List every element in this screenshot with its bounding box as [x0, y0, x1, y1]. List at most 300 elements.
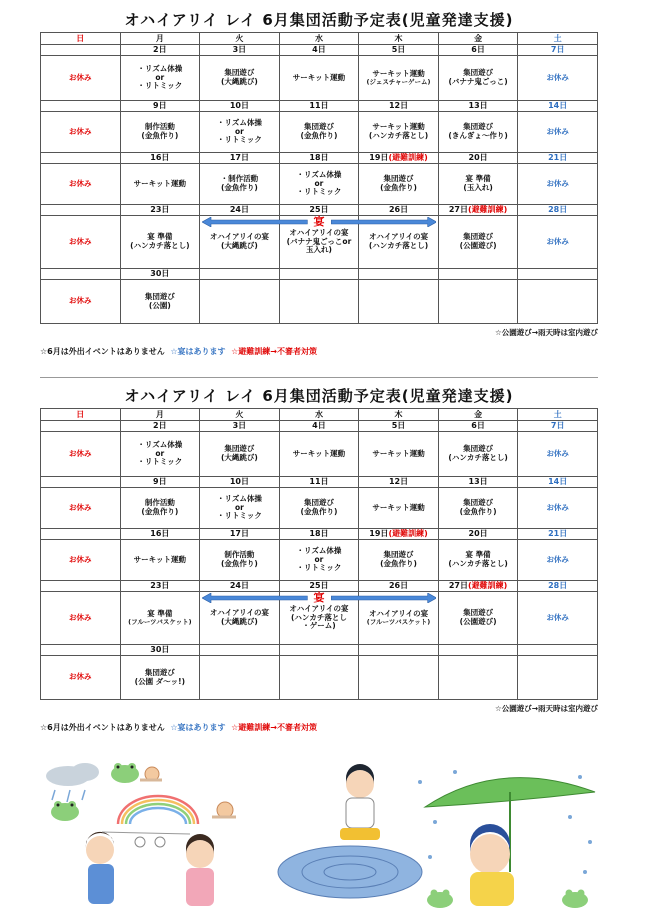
activity-line: ・リトミック: [216, 135, 262, 145]
activity-line: サーキット運動: [292, 72, 346, 82]
activity-line: (公園 ダ〜ッ!): [134, 676, 186, 686]
date-cell: 5日: [359, 45, 439, 56]
arrow-left-icon: [202, 593, 307, 603]
date-cell: 25日: [279, 581, 359, 592]
activity-cell: [438, 592, 518, 645]
activity-line: 集団遊び: [463, 122, 494, 132]
activity-row: [41, 540, 598, 581]
activity-line: or: [314, 178, 324, 188]
activity-line: 集団遊び: [383, 550, 414, 560]
date-cell: 11日: [279, 101, 359, 112]
activity-line: サーキット運動: [372, 68, 425, 78]
activity-cell: [518, 216, 598, 269]
date-cell: 13日: [438, 477, 518, 488]
date-cell: 16日: [120, 529, 200, 540]
rain-note: ☆公園遊び→雨天時は室内遊び: [494, 328, 598, 337]
activity-line: お休み: [546, 554, 569, 564]
date-cell: 14日: [518, 477, 598, 488]
footer-drill: ☆避難訓練→不審者対策: [231, 347, 317, 356]
activity-line: サーキット運動: [133, 178, 187, 188]
activity-line: お休み: [546, 612, 569, 622]
activity-line: 集団遊び: [224, 444, 255, 454]
weekday-header: 日: [41, 409, 121, 421]
weekday-header: 月: [120, 409, 200, 421]
activity-line: (金魚作り): [141, 507, 179, 516]
activity-cell: [41, 540, 121, 581]
date-cell: [41, 269, 121, 280]
date-number: 27日: [448, 581, 468, 591]
banquet-label: 宴: [313, 590, 325, 604]
activity-line: (公園遊び): [459, 241, 497, 250]
activity-line: お休み: [69, 236, 92, 246]
activity-line: (ハンカチ落とし: [291, 612, 347, 622]
banquet-label: 宴: [313, 214, 325, 228]
activity-cell: [41, 56, 121, 101]
weekday-header: 水: [279, 409, 359, 421]
footer-notes: [40, 722, 598, 733]
footer-no-outing: ☆6月は外出イベントはありません: [40, 347, 165, 356]
footer-banquet: ☆宴はあります: [170, 723, 226, 732]
date-cell: 9日: [120, 101, 200, 112]
activity-cell: [120, 656, 200, 700]
frog-icon: [562, 890, 588, 909]
activity-cell: [359, 280, 439, 324]
activity-cell: [120, 592, 200, 645]
activity-line: ・リズム体操: [137, 440, 183, 450]
activity-line: ・リトミック: [296, 563, 342, 573]
activity-cell: [41, 488, 121, 529]
activity-line: (フルーツバスケット): [128, 617, 192, 626]
activity-cell: [518, 592, 598, 645]
date-row: [41, 45, 598, 56]
activity-line: (バナナ鬼ごっこ): [448, 77, 508, 86]
activity-line: (金魚作り): [141, 131, 179, 140]
date-cell: 20日: [438, 153, 518, 164]
date-cell: 10日: [200, 101, 280, 112]
date-cell: 30日: [120, 269, 200, 280]
activity-cell: [120, 540, 200, 581]
activity-line: オハイアリイの宴: [368, 232, 429, 242]
activity-row: [41, 164, 598, 205]
activity-line: 集団遊び: [463, 608, 494, 618]
section-divider: [40, 377, 598, 378]
date-cell: 20日: [438, 529, 518, 540]
drill-badge: (避難訓練): [468, 581, 508, 591]
activity-cell: [359, 432, 439, 477]
date-cell: [438, 581, 518, 592]
activity-line: 制作活動: [144, 122, 175, 132]
date-cell: 13日: [438, 101, 518, 112]
activity-cell: [41, 112, 121, 153]
activity-cell: [279, 488, 359, 529]
activity-cell: [120, 432, 200, 477]
date-number: 27日: [448, 205, 468, 215]
date-cell: [41, 529, 121, 540]
activity-line: (ハンカチ落とし): [448, 453, 508, 462]
child-icon: [186, 834, 214, 906]
activity-cell: [438, 56, 518, 101]
activity-cell: [200, 540, 280, 581]
activity-cell: [279, 112, 359, 153]
activity-line: お休み: [69, 448, 92, 458]
activity-cell: [438, 540, 518, 581]
date-cell: 21日: [518, 153, 598, 164]
activity-cell: [120, 112, 200, 153]
date-cell: 24日: [200, 205, 280, 216]
activity-line: 玉入れ): [306, 245, 332, 255]
activity-line: or: [155, 448, 165, 458]
footer-no-outing: ☆6月は外出イベントはありません: [40, 723, 165, 732]
activity-line: お休み: [546, 236, 569, 246]
date-row: [41, 477, 598, 488]
footer-notes: [40, 346, 598, 357]
teru-teru-bozu-icon: [102, 832, 190, 847]
activity-cell: [279, 656, 359, 700]
activity-line: 宴 準備: [147, 232, 173, 242]
date-cell: 18日: [279, 529, 359, 540]
arrow-right-icon: [331, 593, 436, 603]
activity-line: オハイアリイの宴: [368, 608, 429, 618]
activity-cell: [120, 280, 200, 324]
snail-icon: [140, 767, 162, 781]
date-cell: [41, 421, 121, 432]
activity-cell: [359, 56, 439, 101]
activity-line: ・ゲーム): [302, 621, 336, 631]
weekday-header: 水: [279, 33, 359, 45]
activity-line: (金魚作り): [300, 507, 338, 516]
schedule-title: オハイアリイ レイ 6月集団活動予定表(児童発達支援): [124, 387, 514, 405]
activity-line: 集団遊び: [463, 232, 494, 242]
date-cell: [41, 477, 121, 488]
date-cell: 3日: [200, 421, 280, 432]
activity-line: ・リズム体操: [296, 170, 342, 180]
activity-line: オハイアリイの宴: [209, 608, 269, 618]
activity-line: お休み: [69, 296, 92, 306]
drill-badge: (避難訓練): [388, 529, 428, 539]
date-cell: 28日: [518, 581, 598, 592]
calendar-table: [40, 408, 598, 700]
date-cell: 14日: [518, 101, 598, 112]
activity-cell: [120, 216, 200, 269]
date-cell: 5日: [359, 421, 439, 432]
child-icon: [340, 764, 380, 840]
activity-row: [41, 56, 598, 101]
date-cell: [359, 269, 439, 280]
date-cell: [518, 645, 598, 656]
activity-cell: [438, 112, 518, 153]
date-cell: [41, 45, 121, 56]
date-cell: [41, 645, 121, 656]
weekday-header: 金: [438, 409, 518, 421]
date-cell: [438, 645, 518, 656]
activity-line: 宴 準備: [147, 608, 173, 618]
activity-line: オハイアリイの宴: [289, 228, 349, 238]
activity-line: 集団遊び: [303, 122, 334, 132]
activity-line: or: [314, 554, 324, 564]
date-cell: 11日: [279, 477, 359, 488]
activity-cell: [359, 164, 439, 205]
activity-cell: [41, 280, 121, 324]
rainy-season-illustration: [40, 762, 610, 912]
activity-line: 制作活動: [224, 550, 255, 560]
activity-row: [41, 280, 598, 324]
activity-line: 宴 準備: [465, 550, 491, 560]
activity-line: (ハンカチ落とし): [368, 131, 429, 140]
weekday-header: 土: [518, 409, 598, 421]
activity-line: 集団遊び: [144, 291, 175, 301]
weekday-header-row: [41, 33, 598, 45]
activity-cell: [359, 656, 439, 700]
date-cell: [518, 269, 598, 280]
date-row: [41, 645, 598, 656]
date-cell: 25日: [279, 205, 359, 216]
date-row: [41, 421, 598, 432]
activity-cell: [279, 540, 359, 581]
rain-note: ☆公園遊び→雨天時は室内遊び: [494, 704, 598, 713]
activity-cell: [279, 164, 359, 205]
date-cell: 6日: [438, 421, 518, 432]
activity-cell: [279, 56, 359, 101]
activity-cell: [438, 432, 518, 477]
activity-line: サーキット運動: [372, 122, 425, 132]
activity-cell: [518, 432, 598, 477]
activity-cell: [359, 488, 439, 529]
date-cell: [359, 153, 439, 164]
activity-line: or: [155, 72, 165, 82]
activity-row: [41, 112, 598, 153]
drill-badge: (避難訓練): [388, 153, 428, 163]
activity-line: (ハンカチ落とし): [448, 559, 508, 568]
activity-line: サーキット運動: [372, 502, 425, 512]
activity-cell: [200, 656, 280, 700]
date-cell: 28日: [518, 205, 598, 216]
activity-line: ・リトミック: [216, 511, 262, 521]
activity-line: ・リズム体操: [296, 546, 342, 556]
activity-line: (金魚作り): [300, 131, 338, 140]
activity-line: (金魚作り): [459, 507, 497, 516]
activity-line: (金魚作り): [220, 559, 258, 568]
activity-row: [41, 656, 598, 700]
footer-banquet: ☆宴はあります: [170, 347, 226, 356]
arrow-left-icon: [202, 217, 307, 227]
activity-cell: [41, 164, 121, 205]
schedule-bottom: [40, 384, 598, 733]
weekday-header: 金: [438, 33, 518, 45]
activity-line: (公園遊び): [459, 617, 497, 626]
activity-line: 集団遊び: [144, 667, 175, 677]
activity-line: (大縄跳び): [220, 77, 258, 86]
calendar-table: [40, 32, 598, 324]
activity-line: (ハンカチ落とし): [130, 241, 190, 250]
weekday-header: 木: [359, 409, 439, 421]
activity-cell: [518, 164, 598, 205]
activity-cell: [200, 432, 280, 477]
arrow-right-icon: [331, 217, 436, 227]
date-cell: 3日: [200, 45, 280, 56]
date-cell: [41, 205, 121, 216]
activity-line: お休み: [546, 448, 569, 458]
activity-cell: [438, 656, 518, 700]
date-number: 19日: [369, 153, 389, 163]
activity-line: ・リトミック: [137, 81, 183, 91]
activity-line: (ハンカチ落とし): [368, 241, 429, 250]
activity-cell: [279, 280, 359, 324]
activity-line: (きんぎょ〜作り): [448, 131, 508, 140]
activity-line: (金魚作り): [220, 183, 258, 192]
rainbow-icon: [118, 796, 198, 824]
date-cell: 17日: [200, 529, 280, 540]
activity-line: お休み: [69, 502, 92, 512]
activity-cell: [200, 112, 280, 153]
frog-icon: [427, 890, 453, 909]
weekday-header: 木: [359, 33, 439, 45]
date-cell: 17日: [200, 153, 280, 164]
weekday-header: 土: [518, 33, 598, 45]
activity-cell: [200, 164, 280, 205]
date-number: 19日: [369, 529, 389, 539]
date-cell: [41, 101, 121, 112]
activity-line: or: [234, 502, 244, 512]
date-cell: 12日: [359, 477, 439, 488]
activity-cell: [200, 280, 280, 324]
schedule-title: オハイアリイ レイ 6月集団活動予定表(児童発達支援): [124, 11, 514, 29]
activity-line: (大縄跳び): [220, 453, 258, 462]
activity-line: お休み: [69, 612, 92, 622]
date-cell: [200, 645, 280, 656]
activity-line: サーキット運動: [292, 448, 346, 458]
activity-cell: [41, 592, 121, 645]
date-cell: 7日: [518, 45, 598, 56]
activity-line: お休み: [69, 126, 92, 136]
activity-line: 集団遊び: [463, 68, 494, 78]
activity-line: お休み: [69, 178, 92, 188]
activity-cell: [438, 164, 518, 205]
activity-line: ・リトミック: [137, 457, 183, 467]
activity-line: 集団遊び: [303, 498, 334, 508]
date-cell: 2日: [120, 421, 200, 432]
leaf-umbrella-icon: [425, 778, 595, 872]
weekday-header: 月: [120, 33, 200, 45]
activity-cell: [518, 540, 598, 581]
date-row: [41, 101, 598, 112]
drill-badge: (避難訓練): [468, 205, 508, 215]
date-cell: 7日: [518, 421, 598, 432]
schedule-top: [40, 8, 598, 357]
weekday-header: 日: [41, 33, 121, 45]
date-cell: 30日: [120, 645, 200, 656]
activity-line: ・リズム体操: [137, 64, 183, 74]
activity-cell: [120, 56, 200, 101]
activity-line: お休み: [546, 178, 569, 188]
date-cell: 6日: [438, 45, 518, 56]
cloud-icon: [46, 763, 99, 802]
activity-cell: [438, 280, 518, 324]
child-icon: [470, 824, 514, 906]
footer-drill: ☆避難訓練→不審者対策: [231, 723, 317, 732]
date-cell: 10日: [200, 477, 280, 488]
activity-cell: [200, 56, 280, 101]
activity-cell: [518, 656, 598, 700]
activity-cell: [359, 540, 439, 581]
activity-line: オハイアリイの宴: [289, 604, 349, 614]
activity-line: お休み: [546, 126, 569, 136]
activity-line: (金魚作り): [380, 183, 417, 192]
activity-line: お休み: [69, 554, 92, 564]
date-row: [41, 529, 598, 540]
activity-line: (大縄跳び): [220, 241, 258, 250]
activity-line: お休み: [69, 72, 92, 82]
activity-line: or: [234, 126, 244, 136]
frog-icon: [111, 763, 139, 783]
date-cell: [200, 269, 280, 280]
activity-cell: [518, 488, 598, 529]
activity-cell: [279, 432, 359, 477]
date-cell: 2日: [120, 45, 200, 56]
activity-cell: [120, 488, 200, 529]
activity-row: [41, 488, 598, 529]
activity-cell: [438, 488, 518, 529]
date-cell: 23日: [120, 205, 200, 216]
activity-line: 宴 準備: [465, 174, 491, 184]
activity-line: お休み: [69, 672, 92, 682]
activity-line: ・制作活動: [220, 174, 259, 184]
date-cell: [279, 269, 359, 280]
snail-icon: [212, 802, 236, 818]
activity-line: (玉入れ): [463, 183, 493, 192]
activity-line: サーキット運動: [133, 554, 187, 564]
date-cell: 24日: [200, 581, 280, 592]
activity-line: ・リズム体操: [216, 118, 262, 128]
date-cell: 16日: [120, 153, 200, 164]
activity-line: (フルーツバスケット): [366, 617, 431, 626]
puddle-icon: [278, 846, 422, 898]
date-cell: 18日: [279, 153, 359, 164]
activity-line: (金魚作り): [380, 559, 417, 568]
activity-line: ・リトミック: [296, 187, 342, 197]
activity-line: (大縄跳び): [220, 617, 258, 626]
date-cell: [438, 269, 518, 280]
activity-line: 集団遊び: [383, 174, 414, 184]
date-row: [41, 269, 598, 280]
activity-line: 集団遊び: [463, 498, 494, 508]
activity-cell: [41, 656, 121, 700]
activity-line: サーキット運動: [372, 448, 425, 458]
activity-line: (バナナ鬼ごっこor: [286, 236, 352, 246]
activity-line: 集団遊び: [224, 68, 255, 78]
date-cell: 21日: [518, 529, 598, 540]
frog-icon: [51, 801, 79, 821]
activity-cell: [359, 112, 439, 153]
activity-line: お休み: [546, 72, 569, 82]
date-cell: 23日: [120, 581, 200, 592]
activity-cell: [41, 216, 121, 269]
date-cell: [359, 529, 439, 540]
date-cell: 4日: [279, 45, 359, 56]
date-cell: [279, 645, 359, 656]
activity-cell: [41, 432, 121, 477]
activity-row: [41, 432, 598, 477]
activity-line: オハイアリイの宴: [209, 232, 269, 242]
date-cell: [41, 581, 121, 592]
date-cell: 4日: [279, 421, 359, 432]
activity-cell: [518, 112, 598, 153]
date-cell: 26日: [359, 581, 439, 592]
date-cell: 9日: [120, 477, 200, 488]
activity-line: (公園): [148, 300, 171, 310]
weekday-header: 火: [200, 33, 280, 45]
activity-line: お休み: [546, 502, 569, 512]
activity-cell: [120, 164, 200, 205]
